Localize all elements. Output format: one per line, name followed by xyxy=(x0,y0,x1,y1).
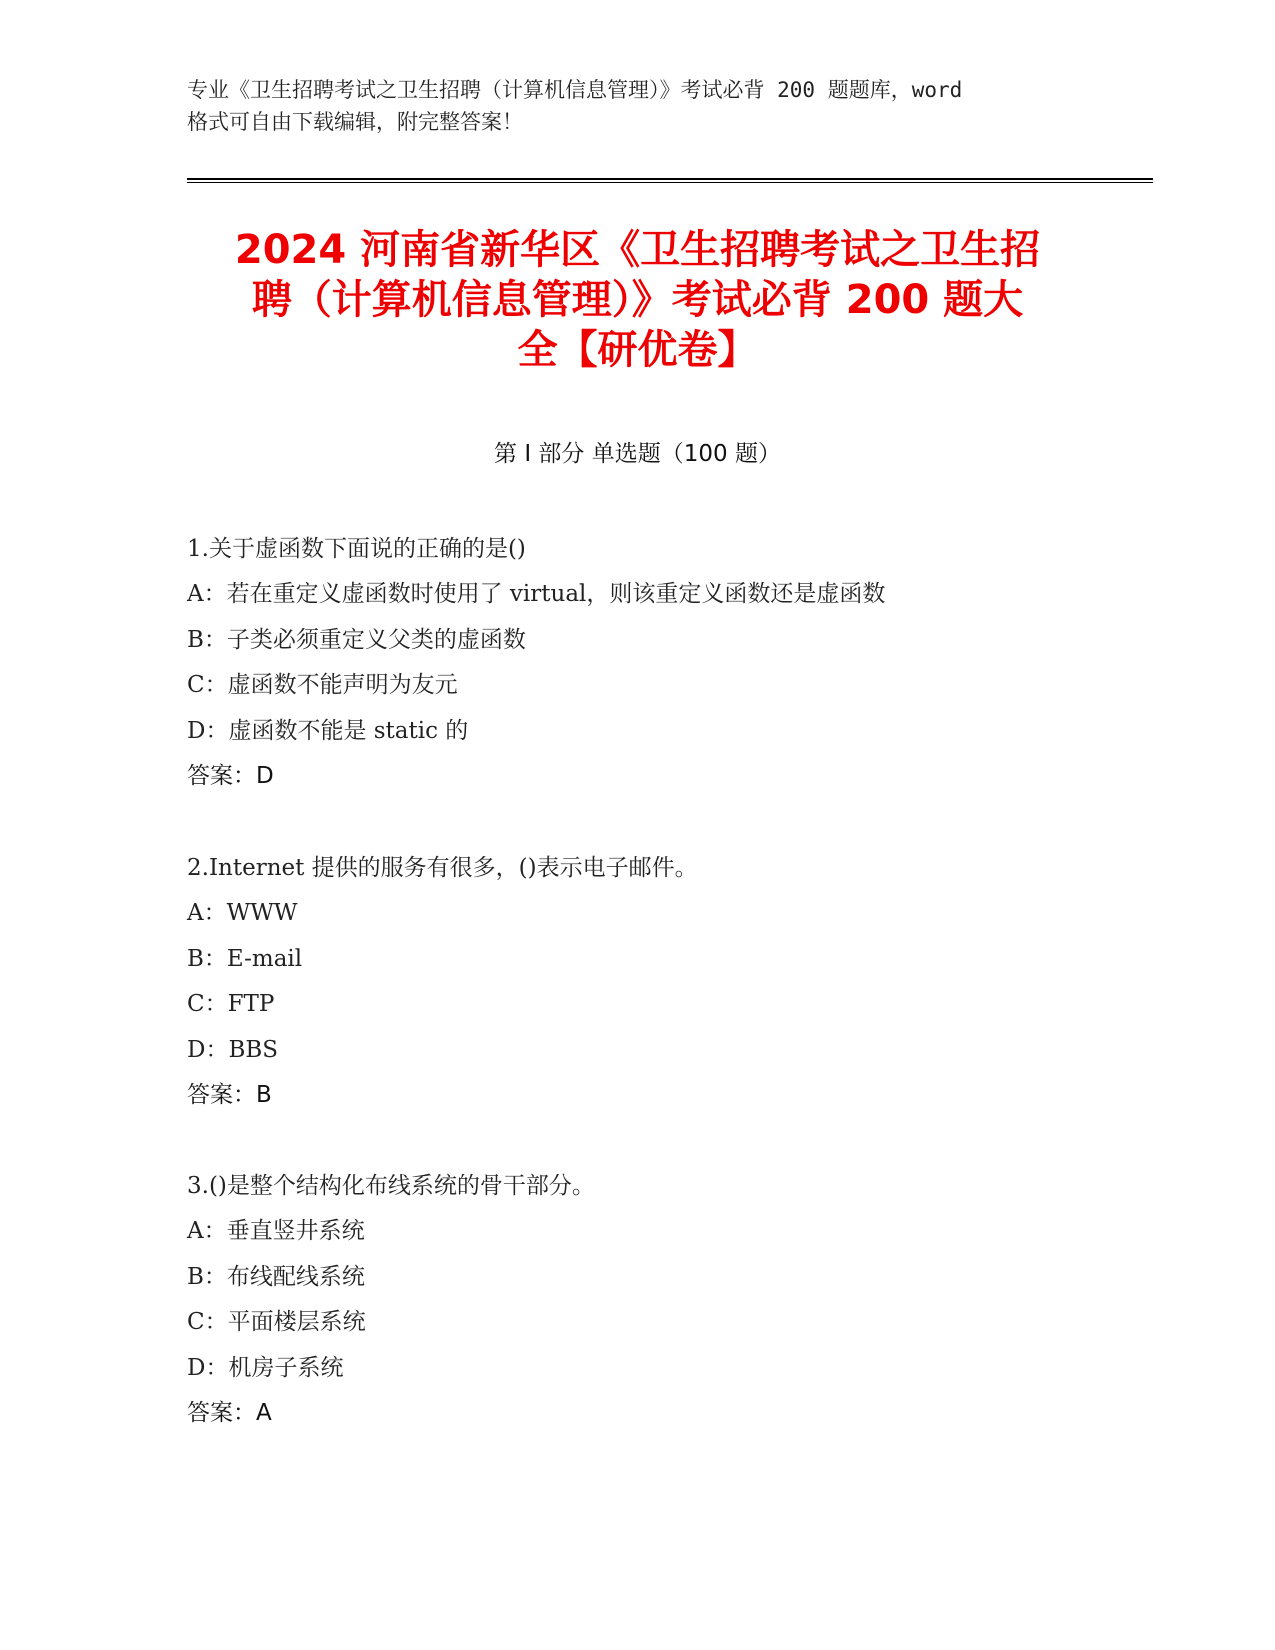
option-a: A：垂直竖井系统 xyxy=(187,1218,365,1245)
intro-line: 专业《卫生招聘考试之卫生招聘（计算机信息管理）》考试必背 200 题题库，word xyxy=(187,78,963,102)
option-d: D：机房子系统 xyxy=(187,1354,344,1381)
title-line: 全【研优卷】 xyxy=(517,327,758,373)
title-line: 2024 河南省新华区《卫生招聘考试之卫生招 xyxy=(234,227,1041,273)
question-stem: 1.关于虚函数下面说的正确的是() xyxy=(187,536,526,562)
intro-text xyxy=(187,74,1087,138)
document-title xyxy=(150,225,1125,375)
option-b: B：布线配线系统 xyxy=(187,1263,365,1290)
answer-line: 答案：A xyxy=(187,1399,272,1426)
option-b: B：E-mail xyxy=(187,945,303,972)
answer-line: 答案：B xyxy=(187,1081,272,1108)
option-a: A：若在重定义虚函数时使用了 virtual，则该重定义函数还是虚函数 xyxy=(187,581,886,608)
option-a: A：WWW xyxy=(187,900,298,927)
section-heading: 第 I 部分 单选题（100 题） xyxy=(494,441,781,467)
option-d: D：BBS xyxy=(187,1036,279,1063)
question-stem: 2.Internet 提供的服务有很多，()表示电子邮件。 xyxy=(187,855,698,881)
question-block xyxy=(187,1164,1187,1436)
answer-line: 答案：D xyxy=(187,762,274,789)
title-line: 聘（计算机信息管理）》考试必背 200 题大 xyxy=(251,277,1024,323)
header-divider xyxy=(187,178,1153,180)
option-c: C：虚函数不能声明为友元 xyxy=(187,672,458,699)
option-c: C：平面楼层系统 xyxy=(187,1309,366,1336)
header-divider-thin xyxy=(187,182,1153,183)
intro-line: 格式可自由下载编辑，附完整答案！ xyxy=(187,110,523,134)
question-block xyxy=(187,846,1187,1118)
question-block xyxy=(187,527,1187,799)
option-b: B：子类必须重定义父类的虚函数 xyxy=(187,626,526,653)
option-d: D：虚函数不能是 static 的 xyxy=(187,717,469,744)
option-c: C：FTP xyxy=(187,991,275,1018)
question-stem: 3.()是整个结构化布线系统的骨干部分。 xyxy=(187,1173,595,1199)
